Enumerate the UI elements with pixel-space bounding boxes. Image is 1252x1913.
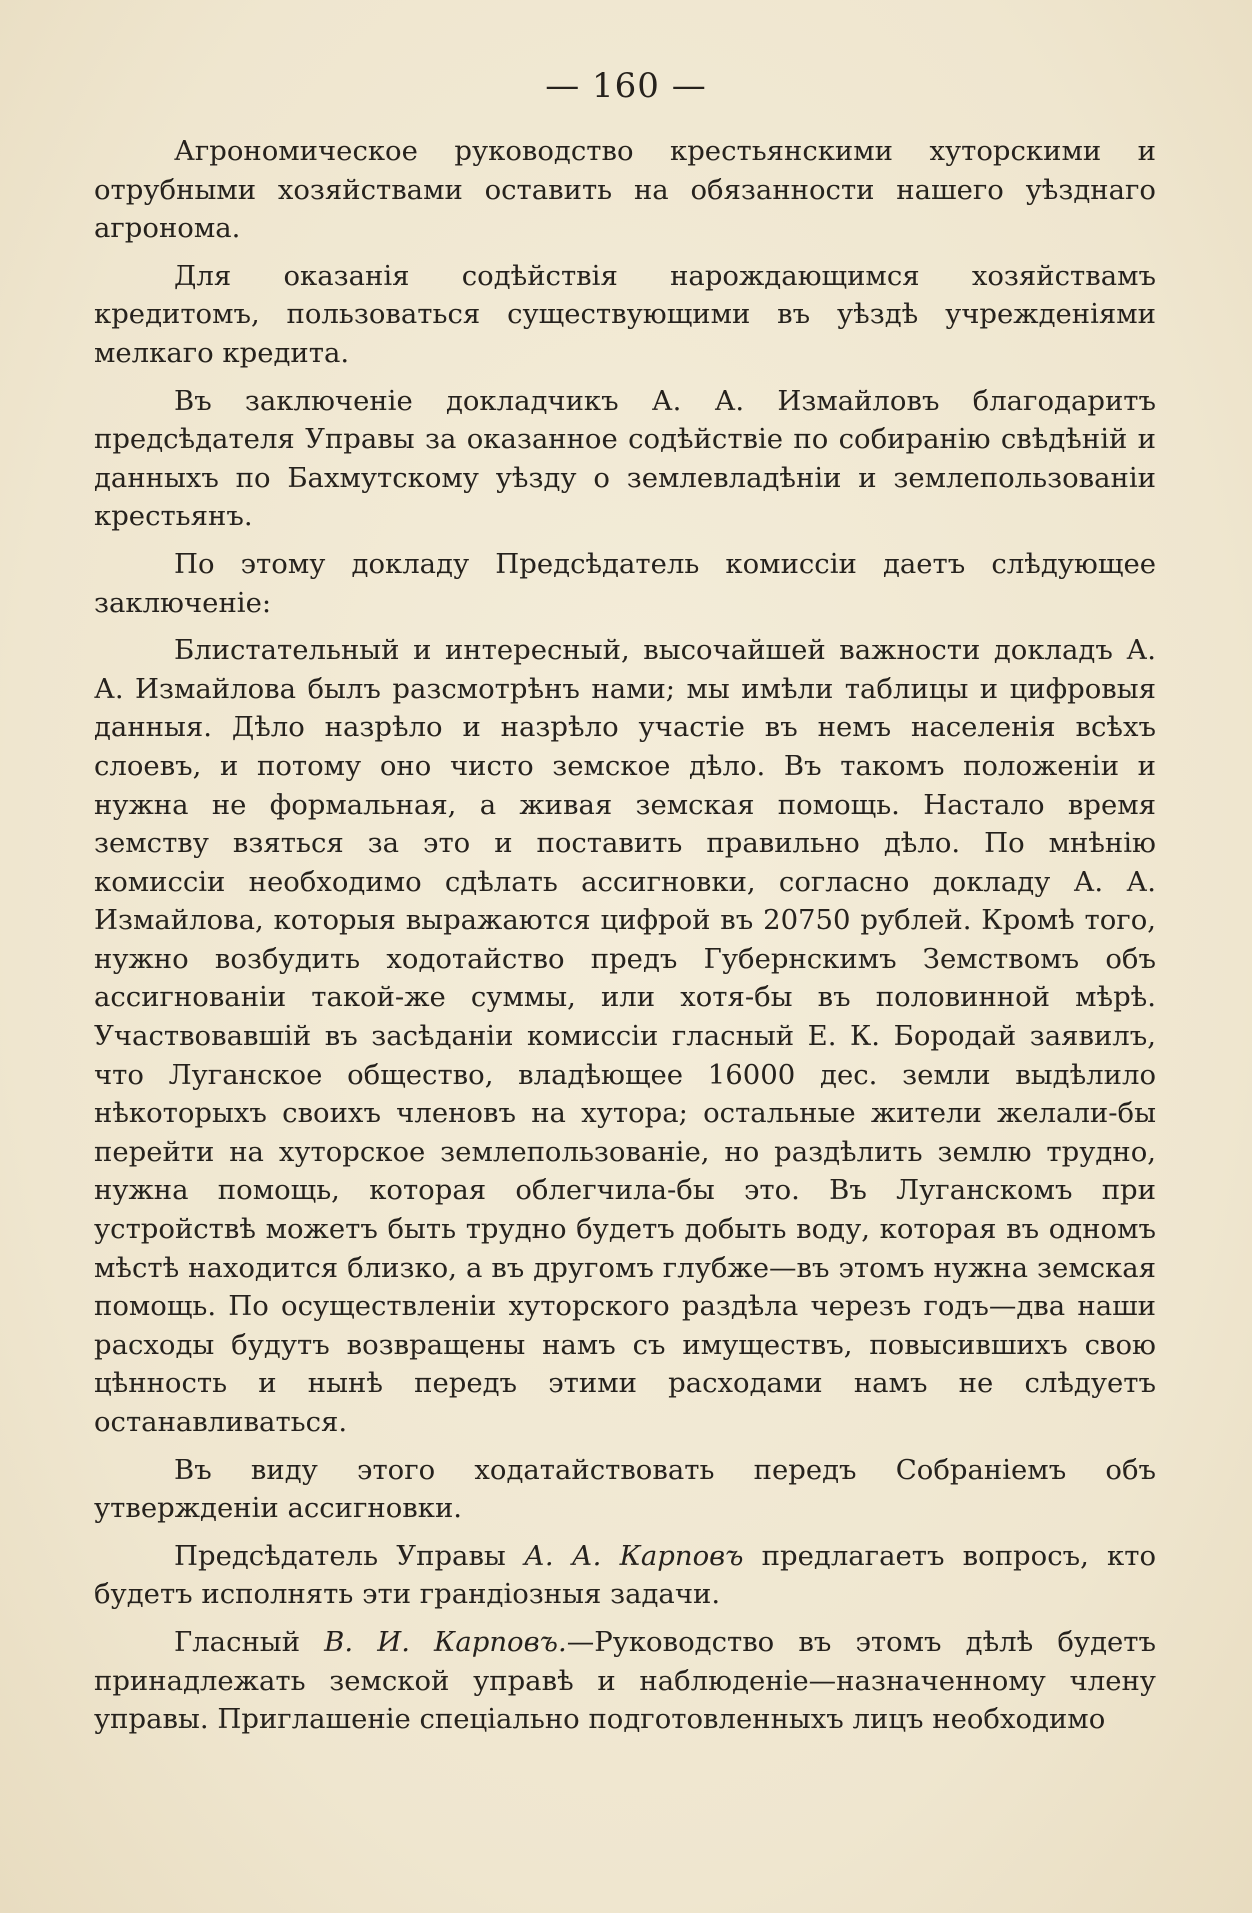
paragraph-pre: Гласный bbox=[174, 1625, 325, 1658]
paragraph-izmailov-thanks: Въ заключеніе докладчикъ А. А. Измайловъ благодаритъ предсѣдателя Управы за оказанное содѣйствіе по собиранію свѣдѣній и данныхъ по Бахмутскому уѣзду о землевладѣніи и землепользованіи крестьянъ. bbox=[94, 384, 1156, 533]
paragraph-commission-conclusion: Блистательный и интересный, высочайшей важности докладъ А. А. Измайлова былъ разсмотрѣнъ нами; мы имѣли таблицы и цифровыя данныя. Дѣло назрѣло и назрѣло участіе въ немъ населенія всѣхъ слоевъ, и потому оно чисто земское дѣло. Въ такомъ положеніи и нужна не формальная, а живая земская помощь. Настало время земству взяться за это и поставить правильно дѣло. По мнѣнію комиссіи необходимо сдѣлать ассигновки, согласно докладу А. А. Измайлова, которыя выражаются цифрой въ 20750 рублей. Кромѣ того, нужно возбудить ходотайство предъ Губернскимъ Земствомъ объ ассигнованіи такой-же суммы, или хотя-бы въ половинной мѣрѣ. Участвовавшій въ засѣданіи комиссіи гласный Е. К. Бородай заявилъ, что Луганское общество, владѣющее 16000 дес. земли выдѣлило нѣкоторыхъ своихъ членовъ на хутора; остальные жители желали-бы перейти на хуторское землепользованіе, но раздѣлить землю трудно, нужна помощь, которая облегчила-бы это. Въ Луганскомъ при устройствѣ можетъ быть трудно будетъ добыть воду, которая въ одномъ мѣстѣ находится близко, а въ другомъ глубже—въ этомъ нужна земская помощь. По осуществленіи хуторского раздѣла черезъ годъ—два наши расходы будутъ возвращены намъ съ имуществъ, повысившихъ свою цѣнность и нынѣ передъ этими расходами намъ не слѣдуетъ останавливаться. bbox=[94, 634, 1156, 1438]
paragraph-pre: Предсѣдатель Управы bbox=[174, 1539, 525, 1572]
body-text bbox=[94, 132, 1156, 1748]
paragraph-commission-chair: По этому докладу Предсѣдатель комиссіи даетъ слѣдующее заключеніе: bbox=[94, 547, 1156, 619]
speaker-name: А. А. Карповъ bbox=[524, 1539, 744, 1572]
paragraph-agronomic-guidance: Агрономическое руководство крестьянскими хуторскими и отрубными хозяйствами оставить на обязанности нашего уѣзднаго агронома. bbox=[94, 135, 1156, 245]
paragraph-text: предлагаетъ вопросъ, кто будетъ исполнять эти грандіозныя задачи. bbox=[94, 1539, 1157, 1611]
paragraph-karpov-answer bbox=[94, 1623, 1156, 1739]
paragraph-credit-assistance: Для оказанія содѣйствія нарождающимся хозяйствамъ кредитомъ, пользоваться существующими въ уѣздѣ учрежденіями мелкаго кредита. bbox=[94, 259, 1156, 369]
page-number: — 160 — bbox=[545, 66, 707, 106]
paragraph-karpov-question bbox=[94, 1537, 1156, 1614]
paragraph-petition: Въ виду этого ходатайствовать передъ Собраніемъ объ утвержденіи ассигновки. bbox=[94, 1453, 1156, 1525]
speaker-name: В. И. Карповъ. bbox=[324, 1625, 567, 1658]
paragraph-text: —Руководство въ этомъ дѣлѣ будетъ принадлежать земской управѣ и наблюденіе—назначенному члену управы. Приглашеніе спеціально подготовленныхъ лицъ необходимо bbox=[94, 1625, 1156, 1736]
